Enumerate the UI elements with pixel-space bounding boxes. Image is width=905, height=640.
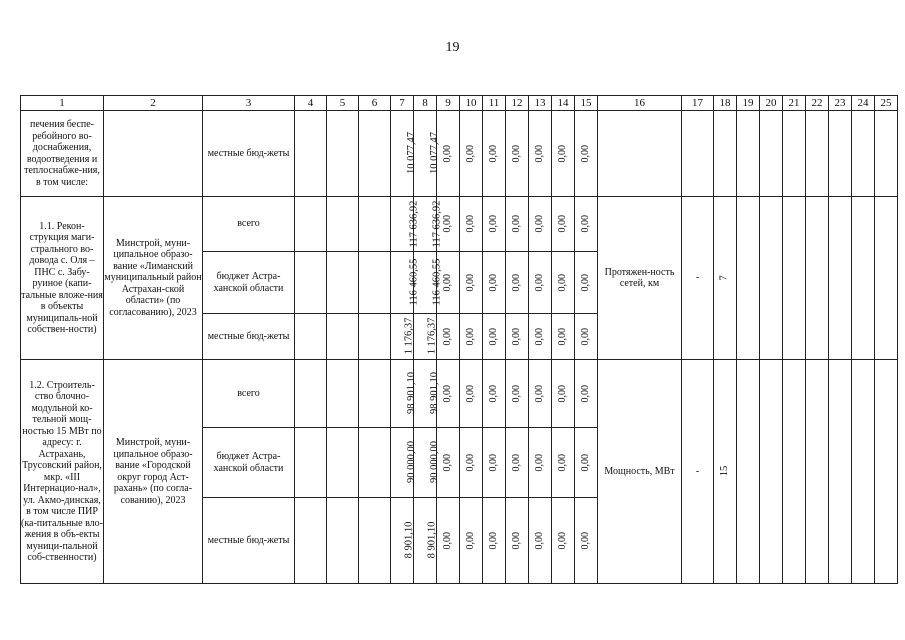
col-header: 6 (359, 96, 391, 111)
value-cell: 0,00 (552, 111, 575, 197)
col-header: 19 (737, 96, 760, 111)
value-cell: 0,00 (529, 314, 552, 360)
measure-description: печения беспе-ребойного во-доснабжения, водоотведения и теплоснабже-ния, в том числе: (21, 111, 104, 197)
value-cell: 0,00 (506, 111, 529, 197)
col-header: 5 (327, 96, 359, 111)
value-cell: 0,00 (529, 111, 552, 197)
value-cell: 0,00 (552, 197, 575, 252)
value-cell: 0,00 (529, 360, 552, 428)
value-cell: 0,00 (437, 428, 460, 498)
value-cell: 0,00 (460, 252, 483, 314)
col-header: 10 (460, 96, 483, 111)
value-cell: 0,00 (552, 428, 575, 498)
value-cell: 117 636,92 (391, 197, 414, 252)
value-cell: 0,00 (483, 197, 506, 252)
funding-source: бюджет Астра-ханской области (203, 252, 295, 314)
col-header: 9 (437, 96, 460, 111)
value-cell: 0,00 (506, 252, 529, 314)
value-cell: 0,00 (506, 498, 529, 584)
table-row (21, 111, 898, 197)
value-cell: 0,00 (529, 252, 552, 314)
executor-cell: Минстрой, муни-ципальное образо-вание «Лиманский муниципальный район Астрахан-ской области» (по согласованию), 2023 (104, 197, 203, 360)
col-header: 4 (295, 96, 327, 111)
column-header-row (21, 96, 898, 111)
value-cell: 0,00 (483, 111, 506, 197)
value-cell: 0,00 (552, 498, 575, 584)
col-header: 16 (598, 96, 682, 111)
col-header: 18 (714, 96, 737, 111)
value-cell: 0,00 (506, 314, 529, 360)
value-cell: 0,00 (506, 197, 529, 252)
value-cell: 0,00 (552, 252, 575, 314)
page-number: 19 (445, 40, 460, 55)
value-cell: 0,00 (460, 111, 483, 197)
funding-source: всего (203, 360, 295, 428)
value-cell: 0,00 (483, 498, 506, 584)
executor-cell: Минстрой, муни-ципальное образо-вание «Городской округ город Аст-рахань» (по согла-сованию), 2023 (104, 360, 203, 584)
measure-description: 1.1. Рекон-струкция маги-стрального во-довода с. Оля – ПНС с. Забу-руиное (капи-тальные вложе-ния в объекты муниципаль-ной собствен-ности) (21, 197, 104, 360)
indicator-name: Мощность, МВт (598, 360, 682, 584)
value-cell: 0,00 (529, 428, 552, 498)
col-header: 7 (391, 96, 414, 111)
value-cell: 0,00 (529, 498, 552, 584)
indicator-base-value: - (682, 360, 714, 584)
measure-description: 1.2. Строитель-ство блочно-модульной ко-тельной мощ-ностью 15 МВт по адресу: г. Астрахань, Трусовский район, мкр. «III Интернацио-нал», ул. Акмо-динская, в том числе ПИР (ка-питальные вло-жения в объ-екты муници-пальной соб-ственности) (21, 360, 104, 584)
value-cell: 116 460,55 (391, 252, 414, 314)
value-cell: 0,00 (575, 252, 598, 314)
value-cell: 98 901,10 (414, 360, 437, 428)
value-cell: 0,00 (575, 197, 598, 252)
value-cell: 0,00 (575, 428, 598, 498)
col-header: 8 (414, 96, 437, 111)
executor-cell (104, 111, 203, 197)
value-cell: 0,00 (575, 111, 598, 197)
value-cell: 0,00 (575, 498, 598, 584)
funding-source: местные бюд-жеты (203, 498, 295, 584)
value-cell: 0,00 (460, 428, 483, 498)
value-cell: 10 077,47 (391, 111, 414, 197)
value-cell: 90 000,00 (414, 428, 437, 498)
value-cell: 0,00 (437, 360, 460, 428)
value-cell: 90 000,00 (391, 428, 414, 498)
col-header: 14 (552, 96, 575, 111)
col-header: 1 (21, 96, 104, 111)
value-cell: 0,00 (437, 314, 460, 360)
value-cell: 0,00 (552, 314, 575, 360)
col-header: 12 (506, 96, 529, 111)
value-cell: 0,00 (460, 197, 483, 252)
col-header: 17 (682, 96, 714, 111)
table-row (21, 360, 898, 428)
value-cell: 117 636,92 (414, 197, 437, 252)
program-table (20, 95, 898, 584)
value-cell: 0,00 (460, 498, 483, 584)
col-header: 24 (852, 96, 875, 111)
col-header: 3 (203, 96, 295, 111)
value-cell: 0,00 (483, 314, 506, 360)
funding-source: местные бюд-жеты (203, 314, 295, 360)
value-cell: 0,00 (575, 314, 598, 360)
indicator-target-value: 15 (714, 360, 737, 584)
value-cell: 0,00 (437, 498, 460, 584)
col-header: 25 (875, 96, 898, 111)
value-cell: 0,00 (529, 197, 552, 252)
col-header: 22 (806, 96, 829, 111)
value-cell: 0,00 (483, 252, 506, 314)
value-cell: 1 176,37 (414, 314, 437, 360)
col-header: 21 (783, 96, 806, 111)
value-cell: 0,00 (437, 197, 460, 252)
value-cell: 0,00 (460, 360, 483, 428)
value-cell: 0,00 (506, 428, 529, 498)
value-cell: 8 901,10 (414, 498, 437, 584)
funding-source: бюджет Астра-ханской области (203, 428, 295, 498)
funding-source: всего (203, 197, 295, 252)
value-cell: 1 176,37 (391, 314, 414, 360)
indicator-name: Протяжен-ность сетей, км (598, 197, 682, 360)
table-row (21, 197, 898, 252)
value-cell: 8 901,10 (391, 498, 414, 584)
col-header: 23 (829, 96, 852, 111)
value-cell: 0,00 (437, 252, 460, 314)
col-header: 2 (104, 96, 203, 111)
value-cell: 0,00 (483, 360, 506, 428)
funding-source: местные бюд-жеты (203, 111, 295, 197)
value-cell: 98 901,10 (391, 360, 414, 428)
col-header: 11 (483, 96, 506, 111)
value-cell: 0,00 (552, 360, 575, 428)
indicator-base-value: - (682, 197, 714, 360)
value-cell: 0,00 (506, 360, 529, 428)
value-cell: 0,00 (460, 314, 483, 360)
value-cell: 116 460,55 (414, 252, 437, 314)
indicator-target-value: 7 (714, 197, 737, 360)
col-header: 15 (575, 96, 598, 111)
value-cell: 0,00 (483, 428, 506, 498)
col-header: 13 (529, 96, 552, 111)
value-cell: 0,00 (575, 360, 598, 428)
value-cell: 10 077,47 (414, 111, 437, 197)
col-header: 20 (760, 96, 783, 111)
value-cell: 0,00 (437, 111, 460, 197)
